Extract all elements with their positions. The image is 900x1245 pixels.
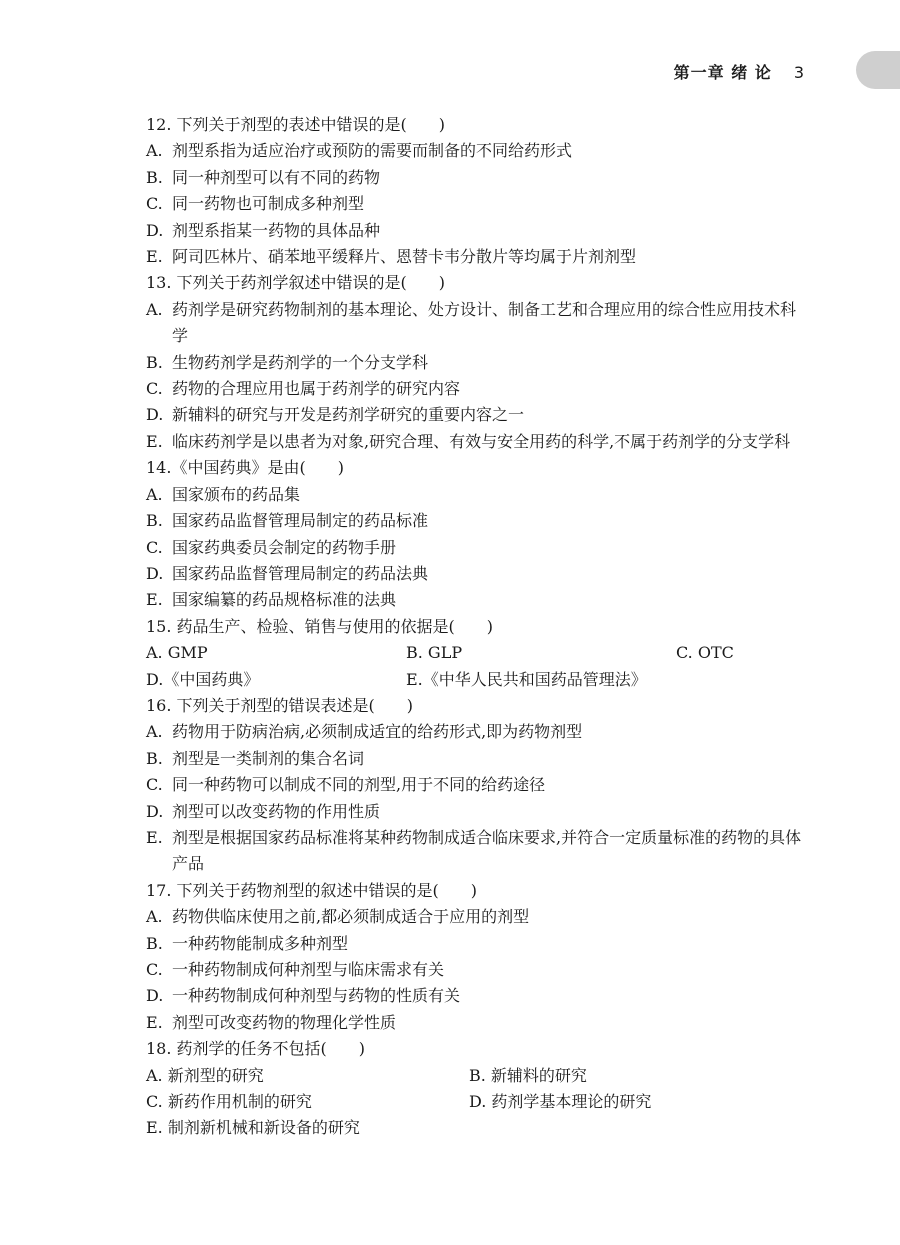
option-d: D. 剂型系指某一药物的具体品种 [146,220,381,240]
option-d: D. 药剂学基本理论的研究 [469,1092,652,1112]
option-e: E. 国家编纂的药品规格标准的法典 [146,590,397,610]
option-row [146,1115,811,1141]
option-e: E.《中华人民共和国药品管理法》 [406,669,647,689]
option-row [146,1063,811,1089]
option-e: E. 剂型可改变药物的物理化学性质 [146,1012,397,1032]
option-b: B. 生物药剂学是药剂学的一个分支学科 [146,352,429,372]
option-d: D. 一种药物制成何种剂型与药物的性质有关 [146,986,461,1006]
option-c: C. 一种药物制成何种剂型与临床需求有关 [146,960,445,979]
option-a: A. 药剂学是研究药物制剂的基本理论、处方设计、制备工艺和合理应用的综合性应用技术科学 [146,299,797,346]
chapter-title: 第一章 绪 论 [673,63,772,82]
option-e: E. 临床药剂学是以患者为对象,研究合理、有效与安全用药的科学,不属于药剂学的分支学科 [146,431,791,451]
option-c: C. 药物的合理应用也属于药剂学的研究内容 [146,379,461,399]
option-c: C. 同一种药物可以制成不同的剂型,用于不同的给药途径 [146,775,546,795]
question-stem: 13. 下列关于药剂学叙述中错误的是( ) [146,273,446,293]
option-e: E. 剂型是根据国家药品标准将某种药物制成适合临床要求,并符合一定质量标准的药物的具体产品 [146,827,802,874]
question-stem: 16. 下列关于剂型的错误表述是( ) [146,695,414,715]
option-a: A. 剂型系指为适应治疗或预防的需要而制备的不同给药形式 [146,141,573,161]
question-stem: 12. 下列关于剂型的表述中错误的是( ) [146,115,446,134]
option-c: C. 新药作用机制的研究 [146,1092,312,1112]
option-a: A. 新剂型的研究 [146,1065,264,1085]
option-d: D. 剂型可以改变药物的作用性质 [146,801,381,821]
question-stem: 18. 药剂学的任务不包括( ) [146,1039,366,1059]
option-c: C. OTC [676,643,734,663]
option-d: D.《中国药典》 [146,669,260,689]
option-c: C. 国家药典委员会制定的药物手册 [146,537,397,557]
option-d: D. 新辅料的研究与开发是药剂学研究的重要内容之一 [146,405,525,425]
option-row [146,640,811,666]
option-b: B. 同一种剂型可以有不同的药物 [146,167,381,187]
option-row [146,1089,811,1115]
option-a: A. 国家颁布的药品集 [146,484,301,504]
option-a: A. 药物供临床使用之前,都必须制成适合于应用的剂型 [146,907,530,927]
option-e: E. 制剂新机械和新设备的研究 [146,1118,360,1138]
option-b: B. 国家药品监督管理局制定的药品标准 [146,511,429,531]
question-stem: 14.《中国药典》是由( ) [146,458,344,478]
option-b: B. 一种药物能制成多种剂型 [146,933,349,953]
option-d: D. 国家药品监督管理局制定的药品法典 [146,563,429,583]
page-edge-tab [856,51,900,89]
running-header [674,60,805,83]
option-b: B. 剂型是一类制剂的集合名词 [146,748,365,768]
page-number: 3 [793,63,805,82]
option-e: E. 阿司匹林片、硝苯地平缓释片、恩替卡韦分散片等均属于片剂剂型 [146,247,637,267]
option-a: A. GMP [146,643,208,663]
option-a: A. 药物用于防病治病,必须制成适宜的给药形式,即为药物剂型 [146,722,583,742]
option-row [146,667,811,693]
question-list [146,112,811,1142]
option-c: C. 同一药物也可制成多种剂型 [146,194,365,214]
option-b: B. 新辅料的研究 [469,1065,587,1085]
question-stem: 15. 药品生产、检验、销售与使用的依据是( ) [146,616,494,636]
question-stem: 17. 下列关于药物剂型的叙述中错误的是( ) [146,880,478,900]
option-b: B. GLP [406,643,463,663]
